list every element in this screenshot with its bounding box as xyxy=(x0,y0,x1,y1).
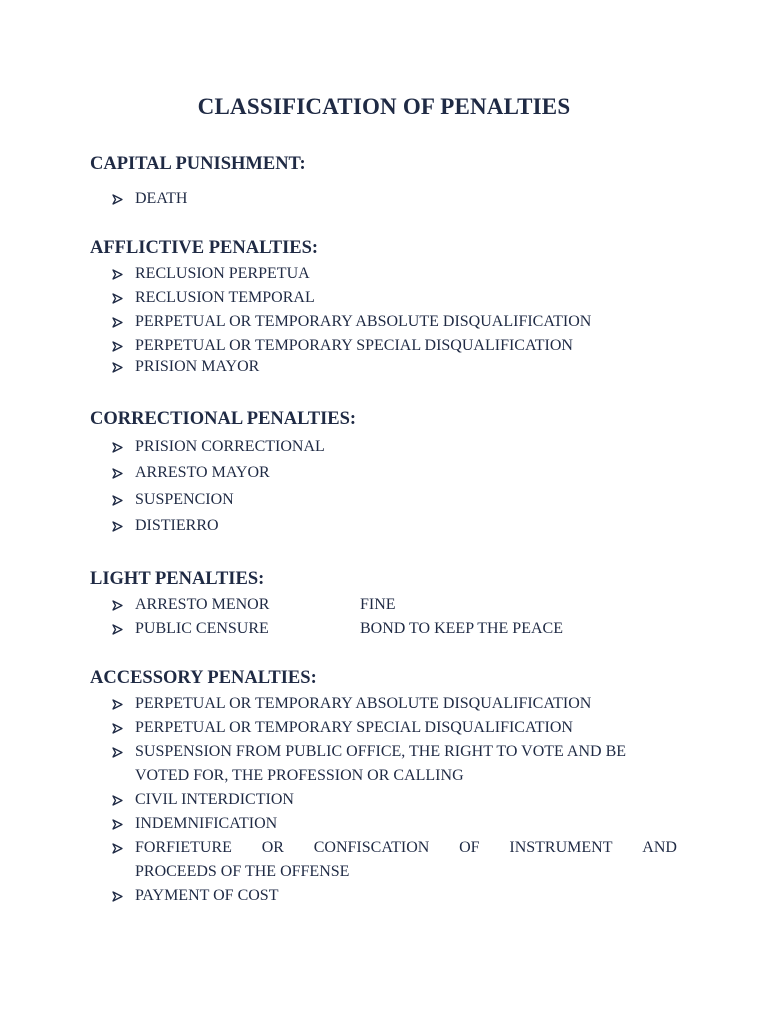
justified-word: OR xyxy=(261,839,284,856)
arrowhead-bullet-icon xyxy=(112,619,126,635)
arrowhead-bullet-icon xyxy=(112,718,126,734)
arrowhead-bullet-icon xyxy=(112,694,126,710)
section-heading-afflictive: AFFLICTIVE PENALTIES: xyxy=(90,238,319,258)
arrowhead-bullet-icon xyxy=(112,189,126,205)
section-heading-accessory: ACCESSORY PENALTIES: xyxy=(90,668,317,688)
arrowhead-bullet-icon xyxy=(112,490,126,506)
justified-word: INSTRUMENT xyxy=(509,839,613,856)
arrowhead-bullet-icon xyxy=(112,742,126,758)
arrowhead-bullet-icon xyxy=(112,336,126,352)
justified-line xyxy=(135,836,677,860)
page-title: CLASSIFICATION OF PENALTIES xyxy=(197,94,571,119)
arrowhead-bullet-icon xyxy=(112,886,126,902)
arrowhead-bullet-icon xyxy=(112,357,126,373)
arrowhead-bullet-icon xyxy=(112,288,126,304)
document-page: CLASSIFICATION OF PENALTIES CAPITAL PUNISHMENT: DEATH AFFLICTIVE PENALTIES: RECLUSION PERPETUA RECLUSION TEMPORAL PERPETUAL OR TEMPORARY ABSOLUTE DISQUALIFICATION PERPETUAL OR TEMPORARY SPECIAL DISQUALIFICATION PRISION MAYOR CORRECTIONAL PENALTIES: PRISION CORRECTIONAL ARRESTO MAYOR SUSPENCION DISTIERRO LIGHT PENALTIES: ARRESTO MENOR FINE PUBLIC CENSURE BOND TO KEEP THE PEACE ACCESSORY PENALTIES: PERPETUAL OR TEMPORARY ABSOLUTE DISQUALIFICATION PERPETUAL OR TEMPORARY SPECIAL DISQUALIFICATION SUSPENSION FROM PUBLIC OFFICE, THE RIGHT TO VOTE AND BE VOTED FOR, THE PROFESSION OR CALLING CIVIL INTERDICTION INDEMNIFICATION FORFIETURE OR CONFISCATION OF INSTRUMENT AND PROCEEDS OF THE OFFENSE PAYMENT OF COST xyxy=(0,0,768,1024)
justified-word: AND xyxy=(642,839,677,856)
arrowhead-bullet-icon xyxy=(112,264,126,280)
section-heading-correctional: CORRECTIONAL PENALTIES: xyxy=(90,409,357,429)
arrowhead-bullet-icon xyxy=(112,463,126,479)
arrowhead-bullet-icon xyxy=(112,437,126,453)
justified-word: OF xyxy=(459,839,480,856)
arrowhead-bullet-icon xyxy=(112,312,126,328)
justified-word: FORFIETURE xyxy=(135,839,232,856)
arrowhead-bullet-icon xyxy=(112,790,126,806)
section-heading-capital: CAPITAL PUNISHMENT: xyxy=(90,154,306,174)
justified-item-text xyxy=(135,836,677,860)
justified-word: CONFISCATION xyxy=(313,839,430,856)
arrowhead-bullet-icon xyxy=(112,838,126,854)
section-heading-light: LIGHT PENALTIES: xyxy=(90,569,265,589)
arrowhead-bullet-icon xyxy=(112,814,126,830)
arrowhead-bullet-icon xyxy=(112,516,126,532)
arrowhead-bullet-icon xyxy=(112,595,126,611)
